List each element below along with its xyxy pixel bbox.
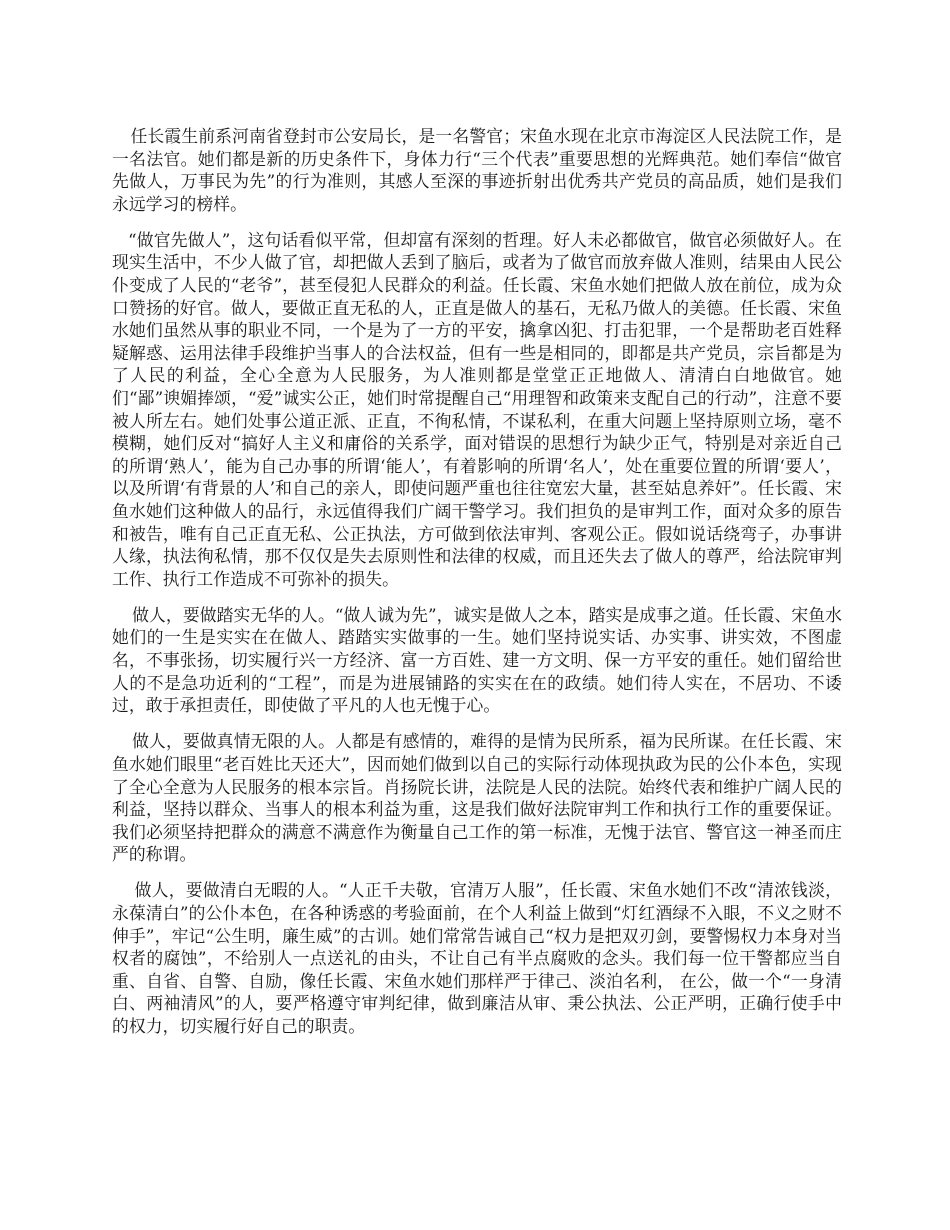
paragraph-intro: 任长霞生前系河南省登封市公安局长，是一名警官；宋鱼水现在北京市海淀区人民法院工作，是一名法官。她们都是新的历史条件下，身体力行“三个代表”重要思想的光辉典范。她们奉信“做官先做人，万事民为先”的行为准则，其感人至深的事迹折射出优秀共产党员的高品质，她们是我们永远学习的榜样。 bbox=[112, 126, 842, 214]
paragraph-down-to-earth: 做人，要做踏实无华的人。“做人诚为先”，诚实是做人之本，踏实是成事之道。任长霞、宋鱼水她们的一生是实实在在做人、踏踏实实做事的一生。她们坚持说实话、办实事、讲实效，不图虚名，不事张扬，切实履行兴一方经济、富一方百姓、建一方文明、保一方平安的重任。她们留给世人的不是急功近利的“工程”，而是为进展铺路的实实在在的政绩。她们待人实在，不居功、不诿过，敢于承担责任，即使做了平凡的人也无愧于心。 bbox=[112, 604, 842, 716]
paragraph-clean-integrity: 做人，要做清白无暇的人。“人正千夫敬，官清万人服”，任长霞、宋鱼水她们不改“清浓钱淡，永葆清白”的公仆本色，在各种诱惑的考验面前，在个人利益上做到“灯红酒绿不入眼，不义之财不伸手”，牢记“公生明，廉生威”的古训。她们常常告诫自己“权力是把双刃剑，要警惕权力本身对当权者的腐蚀”，不给别人一点送礼的由头，不让自己有半点腐败的念头。我们每一位干警都应当自重、自省、自警、自励，像任长霞、宋鱼水她们那样严于律己、淡泊名利， 在公，做一个“一身清白、两袖清风”的人，要严格遵守审判纪律，做到廉洁从审、秉公执法、公正严明，正确行使手中的权力，切实履行好自己的职责。 bbox=[112, 880, 842, 1036]
document-body bbox=[112, 125, 842, 1051]
paragraph-sincere-feelings: 做人，要做真情无限的人。人都是有感情的，难得的是情为民所系，福为民所谋。在任长霞、宋鱼水她们眼里“老百姓比天还大”，因而她们做到以自己的实际行动体现执政为民的公仆本色，实现了全心全意为人民服务的根本宗旨。肖扬院长讲，法院是人民的法院。始终代表和维护广阔人民的利益，坚持以群众、当事人的根本利益为重，这是我们做好法院审判工作和执行工作的重要保证。我们必须坚持把群众的满意不满意作为衡量自己工作的第一标准，无愧于法官、警官这一神圣而庄严的称谓。 bbox=[112, 731, 842, 865]
paragraph-be-official-be-person: “做官先做人”，这句话看似平常，但却富有深刻的哲理。好人未必都做官，做官必须做好人。在现实生活中，不少人做了官，却把做人丢到了脑后，或者为了做官而放弃做人准则，结果由人民公仆变成了人民的“老爷”，甚至侵犯人民群众的利益。任长霞、宋鱼水她们把做人放在前位，成为众口赞扬的好官。做人，要做正直无私的人，正直是做人的基石，无私乃做人的美德。任长霞、宋鱼水她们虽然从事的职业不同，一个是为了一方的平安，擒拿凶犯、打击犯罪，一个是帮助老百姓释疑解惑、运用法律手段维护当事人的合法权益，但有一些是相同的，即都是共产党员，宗旨都是为了人民的利益，全心全意为人民服务，为人准则都是堂堂正正地做人、清清白白地做官。她们“鄙”谀媚捧颂，“爱”诚实公正，她们时常提醒自己“用理智和政策来支配自己的行动”，注意不要被人所左右。她们处事公道正派、正直，不徇私情，不谋私利，在重大问题上坚持原则立场，毫不模糊，她们反对“搞好人主义和庸俗的关系学，面对错误的思想行为缺少正气，特别是对亲近自己的所谓‘熟人’，能为自己办事的所谓‘能人’，有着影响的所谓‘名人’，处在重要位置的所谓‘要人’，以及所谓‘有背景的人’和自己的亲人，即使问题严重也往往宽宏大量，甚至姑息养奸”。任长霞、宋鱼水她们这种做人的品行，永远值得我们广阔干警学习。我们担负的是审判工作，面对众多的原告和被告，唯有自己正直无私、公正执法，方可做到依法审判、客观公正。假如说话绕弯子，办事讲人缘，执法徇私情，那不仅仅是失去原则性和法律的权威，而且还失去了做人的尊严，给法院审判工作、执行工作造成不可弥补的损失。 bbox=[112, 229, 842, 589]
